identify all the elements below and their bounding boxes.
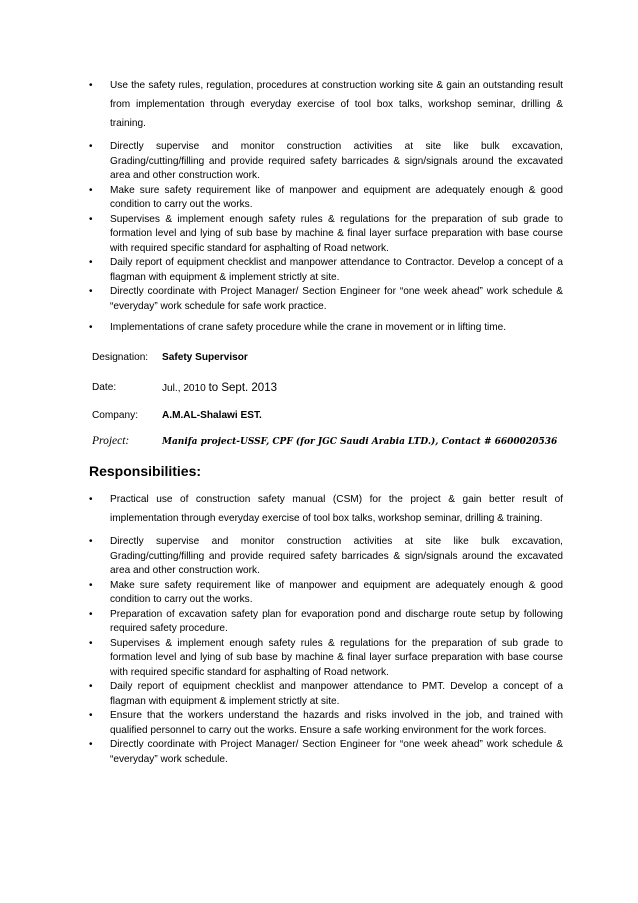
responsibilities-list <box>89 490 563 767</box>
list-item: • Ensure that the workers understand the hazards and risks involved in the job, and trained with qualified personnel to carry out the works. Ensure a safe working environment for the work forces. <box>89 710 563 736</box>
list-item: • Make sure safety requirement like of manpower and equipment are adequately enough & good condition to carry out the works. <box>89 579 563 605</box>
list-item: • Supervises & implement enough safety rules & regulations for the preparation of sub grade to formation level and lying of sub base by machine & final layer surface preparation with base course with required specific standard for asphalting of Road network. <box>89 213 563 254</box>
list-item: • Preparation of excavation safety plan for evaporation pond and discharge route setup by following required safety procedure. <box>89 608 563 634</box>
bullet-icon: • <box>89 579 93 591</box>
bullet-icon: • <box>89 494 93 505</box>
bullet-icon: • <box>89 141 93 152</box>
list-item: • Make sure safety requirement like of manpower and equipment are adequately enough & good condition to carry out the works. <box>89 184 563 210</box>
list-item: • Daily report of equipment checklist and manpower attendance to Contractor. Develop a concept of a flagman with equipment & implement strictly at site. <box>89 257 563 283</box>
list-item: • Supervises & implement enough safety rules & regulations for the preparation of sub grade to formation level and lying of sub base by machine & final layer surface preparation with base course with required specific standard for asphalting of Road network. <box>89 637 563 678</box>
bullet-icon: • <box>89 257 93 268</box>
bullet-icon: • <box>89 322 93 333</box>
list-item: • Daily report of equipment checklist and manpower attendance to PMT. Develop a concept of a flagman with equipment & implement strictly at site. <box>89 681 563 707</box>
list-item: • Practical use of construction safety manual (CSM) for the project & gain better result of implementation through everyday exercise of tool box talks, workshop seminar, drilling & training. <box>89 490 563 528</box>
project-value: Manifa project-USSF, CPF (for JGC Saudi Arabia LTD.), Contact # 6600020536 <box>162 437 558 447</box>
company-value: A.M.AL-Shalawi EST. <box>162 410 262 421</box>
bullet-icon: • <box>89 184 93 196</box>
list-item: • Implementations of crane safety procedure while the crane in movement or in lifting time. <box>89 321 563 336</box>
designation-value: Safety Supervisor <box>162 352 248 363</box>
company-label: Company: <box>92 410 139 421</box>
project-label: Project: <box>92 435 130 447</box>
list-item: • Directly supervise and monitor construction activities at site like bulk excavation, Grading/cutting/filling and provide required safety barricades & sign/signals around the excavated area and other construction work. <box>89 141 563 181</box>
bullet-icon: • <box>89 286 93 297</box>
bullet-icon: • <box>89 681 93 692</box>
bullet-icon: • <box>89 213 93 225</box>
list-item: • Directly coordinate with Project Manager/ Section Engineer for “one week ahead” work schedule & “everyday” work schedule. <box>89 739 563 765</box>
list-item: • Directly supervise and monitor construction activities at site like bulk excavation, Grading/cutting/filling and provide required safety barricades & sign/signals around the excavated area and other construction work. <box>89 536 563 576</box>
bullet-icon: • <box>89 739 93 750</box>
bullet-icon: • <box>89 536 93 547</box>
bullet-icon: • <box>89 710 93 721</box>
list-item: • Use the safety rules, regulation, procedures at construction working site & gain an outstanding result from implementation through everyday exercise of tool box talks, workshop seminar, drilling & training. <box>89 76 563 133</box>
date-value: Jul., 2010 to Sept. 2013 <box>162 382 277 394</box>
date-label: Date: <box>92 382 117 393</box>
bullet-icon: • <box>89 637 93 649</box>
designation-label: Designation: <box>92 352 149 363</box>
list-item: • Directly coordinate with Project Manager/ Section Engineer for “one week ahead” work schedule & “everyday” work schedule for safe work practice. <box>89 286 563 312</box>
duties-list-previous <box>89 76 563 336</box>
bullet-icon: • <box>89 608 93 620</box>
bullet-icon: • <box>89 80 93 91</box>
responsibilities-heading: Responsibilities: <box>89 463 202 479</box>
